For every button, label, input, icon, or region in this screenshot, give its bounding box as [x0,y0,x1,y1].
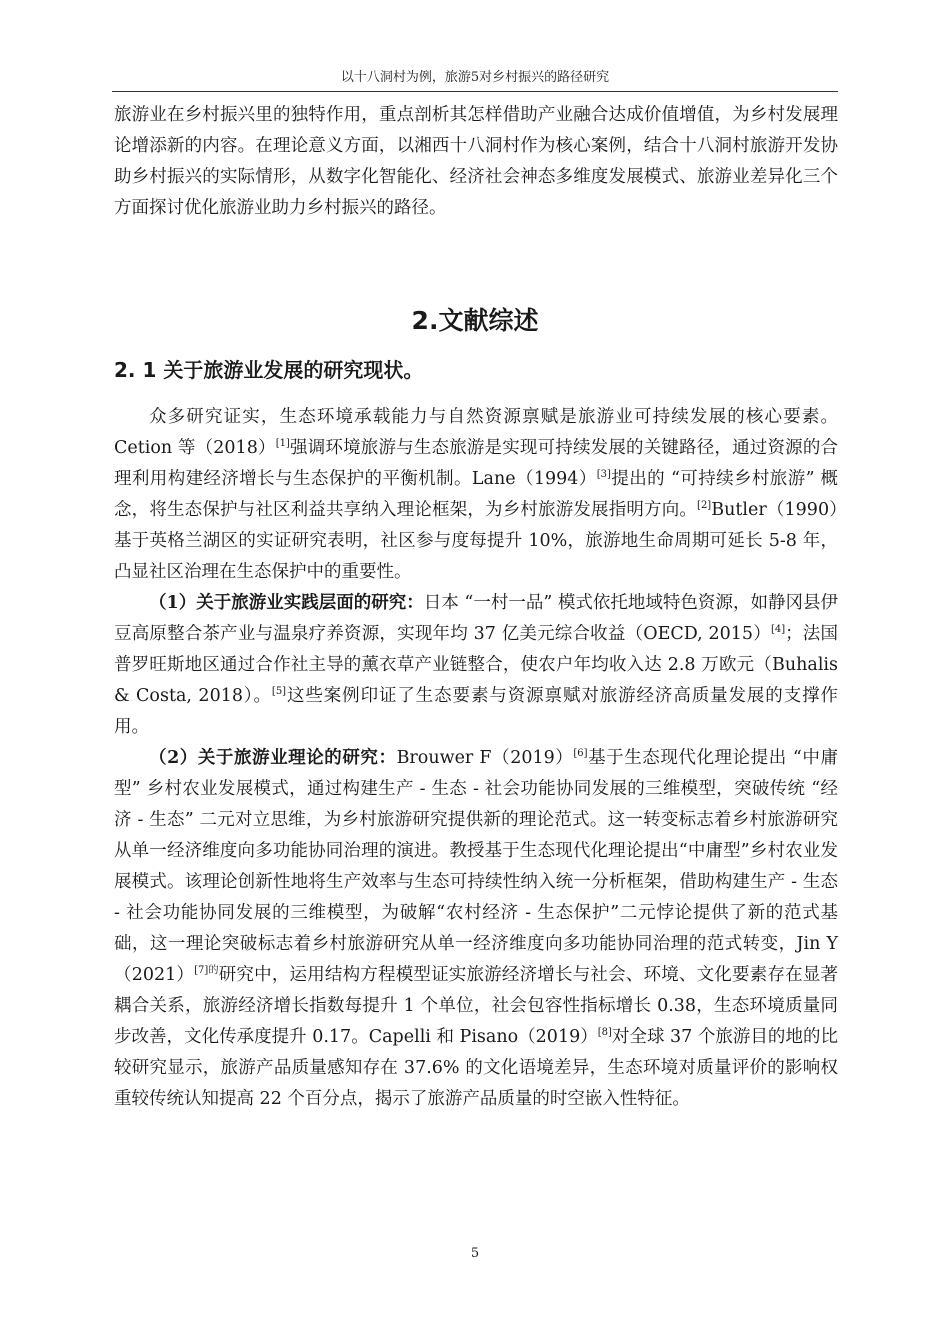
subsection-title: 2. 1 关于旅游业发展的研究现状。 [114,358,424,382]
para2-text-3: 这些案例印证了生态要素与资源禀赋对旅游经济高质量发展的支撑作用。 [114,686,838,737]
citation-ref: [1] [275,438,290,449]
paragraph-ecology [114,402,838,588]
paragraph-practice [114,588,838,743]
para1-text-2: 强调环境旅游与生态旅游是实现可持续发展的关键路径，通过资源的合理利用构建经济增长与生态保护的平衡机制。Lane（1994） [114,438,839,489]
para2-text-2: ；法国普罗旺斯地区通过合作社主导的薰衣草产业链整合，使农户年均收入达 2.8 万欧元（Buhalis & Costa, 2018）。 [114,624,839,706]
page-number: 5 [470,1246,480,1261]
practice-heading: （1）关于旅游业实践层面的研究： [149,593,424,613]
para3-text-3: 研究中，运用结构方程模型证实旅游经济增长与社会、环境、文化要素存在显著耦合关系，旅游经济增长指数每提升 1 个单位，社会包容性指标增长 0.38，生态环境质量同步改善，文化传承度提升 0.17。Capelli 和 Pisano（2019） [114,965,838,1047]
para3-text-4: 对全球 37 个旅游目的地的比较研究显示，旅游产品质量感知存在 37.6% 的文化语境差异，生态环境对质量评价的影响权重较传统认知提高 22 个百分点，揭示了旅游产品质量的时空嵌入性特征。 [114,1027,838,1109]
section-title: 2.文献综述 [411,306,539,335]
intro-paragraph: 旅游业在乡村振兴里的独特作用，重点剖析其怎样借助产业融合达成价值增值，为乡村发展理论增添新的内容。在理论意义方面，以湘西十八洞村作为核心案例，结合十八洞村旅游开发协助乡村振兴的实际情形，从数字化智能化、经济社会神态多维度发展模式、旅游业差异化三个方面探讨优化旅游业助力乡村振兴的路径。 [114,105,838,218]
running-header: 以十八洞村为例，旅游5对乡村振兴的路径研究 [340,70,610,85]
citation-ref: [3] [596,469,611,480]
intro-block [114,100,838,224]
citation-ref: [2] [697,500,712,511]
para3-text-2: 基于生态现代化理论提出 “中庸型” 乡村农业发展模式，通过构建生产 - 生态 - 社会功能协同发展的三维模型，突破传统 “经济 - 生态” 二元对立思维，为乡村旅游研究提供新的理论范式。这一转变标志着乡村旅游研究从单一经济维度向多功能协同治理的演进。教授基于生态现代化理论提出“中庸型”乡村农业发展模式。该理论创新性地将生产效率与生态可持续性纳入统一分析框架，借助构建生产 - 生态 - 社会功能协同发展的三维模型，为破解“农村经济 - 生态保护”二元悖论提供了新的范式基础，这一理论突破标志着乡村旅游研究从单一经济维度向多功能协同治理的范式转变，Jin Y（2021） [114,748,838,985]
theory-heading: （2）关于旅游业理论的研究： [149,748,397,768]
literature-review-body [114,402,838,1115]
citation-ref: [6] [573,748,588,759]
para1-text-1: 众多研究证实，生态环境承载能力与自然资源禀赋是旅游业可持续发展的核心要素。Cetion 等（2018） [114,407,838,458]
citation-ref: [8] [597,1027,612,1038]
para1-text-4: Butler（1990）基于英格兰湖区的实证研究表明，社区参与度每提升 10%，旅游地生命周期可延长 5-8 年，凸显社区治理在生态保护中的重要性。 [114,500,838,582]
citation-ref: [7]的 [194,965,219,976]
para2-text-1: 日本 “一村一品” 模式依托地域特色资源，如静冈县伊豆高原整合茶产业与温泉疗养资源，实现年均 37 亿美元综合收益（OECD, 2015） [114,593,838,644]
para3-text-1: Brouwer F（2019） [396,748,574,768]
para1-text-3: 提出的 “可持续乡村旅游” 概念，将生态保护与社区利益共享纳入理论框架，为乡村旅游发展指明方向。 [114,469,838,520]
header-divider [112,91,838,92]
citation-ref: [5] [271,686,287,697]
citation-ref: [4] [770,624,786,635]
paragraph-theory [114,743,838,1115]
